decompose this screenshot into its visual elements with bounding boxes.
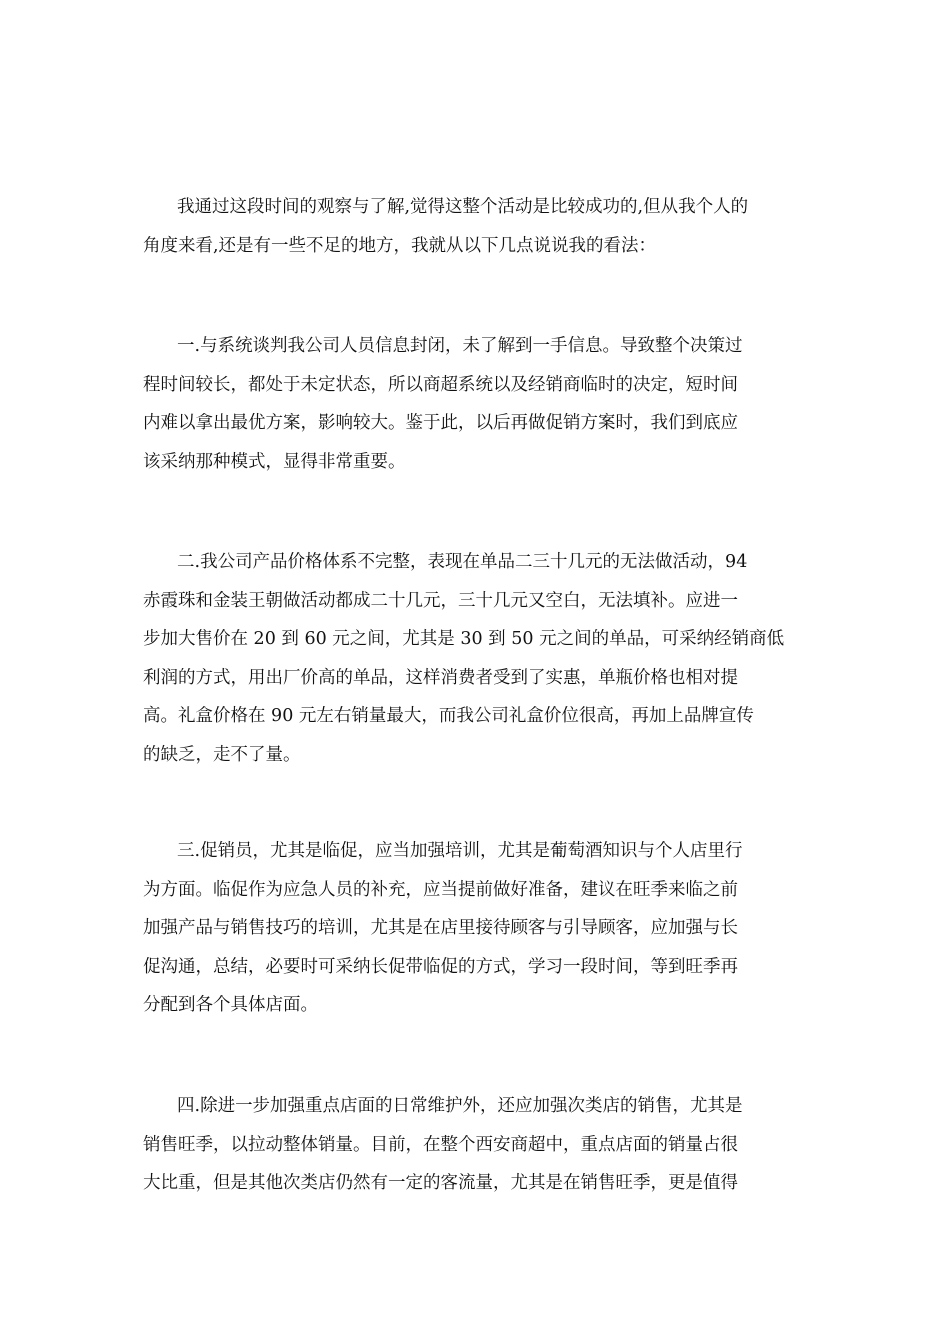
text-line: 二.我公司产品价格体系不完整，表现在单品二三十几元的无法做活动，94 — [177, 552, 748, 572]
paragraph-intro — [143, 188, 808, 265]
text-line: 的缺乏，走不了量。 — [143, 744, 301, 765]
paragraph-point-4 — [143, 1087, 808, 1203]
text-line: 三.促销员，尤其是临促，应当加强培训，尤其是葡萄酒知识与个人店里行 — [177, 841, 743, 861]
text-line: 程时间较长，都处于未定状态，所以商超系统以及经销商临时的决定，短时间 — [143, 374, 738, 395]
text-line: 一.与系统谈判我公司人员信息封闭，未了解到一手信息。导致整个决策过 — [177, 336, 743, 356]
text-line: 角度来看,还是有一些不足的地方，我就从以下几点说说我的看法： — [143, 235, 657, 256]
paragraph-point-3 — [143, 832, 808, 1025]
text-line: 步加大售价在 20 到 60 元之间，尤其是 30 到 50 元之间的单品，可采纳经销商低 — [143, 629, 785, 650]
text-line: 大比重，但是其他次类店仍然有一定的客流量，尤其是在销售旺季，更是值得 — [143, 1173, 738, 1194]
paragraph-point-1 — [143, 327, 808, 481]
text-line: 为方面。临促作为应急人员的补充，应当提前做好准备，建议在旺季来临之前 — [143, 879, 738, 900]
text-line: 销售旺季，以拉动整体销量。目前，在整个西安商超中，重点店面的销量占很 — [143, 1134, 738, 1155]
text-line: 促沟通，总结，必要时可采纳长促带临促的方式，学习一段时间，等到旺季再 — [143, 956, 738, 977]
text-line: 加强产品与销售技巧的培训，尤其是在店里接待顾客与引导顾客，应加强与长 — [143, 918, 738, 939]
text-line: 内难以拿出最优方案，影响较大。鉴于此，以后再做促销方案时，我们到底应 — [143, 413, 738, 434]
text-line: 该采纳那种模式，显得非常重要。 — [143, 451, 406, 472]
text-line: 分配到各个具体店面。 — [143, 995, 318, 1016]
text-line: 赤霞珠和金装王朝做活动都成二十几元，三十几元又空白，无法填补。应进一 — [143, 590, 738, 611]
text-line: 四.除进一步加强重点店面的日常维护外，还应加强次类店的销售，尤其是 — [177, 1096, 743, 1116]
text-line: 利润的方式，用出厂价高的单品，这样消费者受到了实惠，单瓶价格也相对提 — [143, 667, 738, 688]
text-line: 高。礼盒价格在 90 元左右销量最大，而我公司礼盒价位很高，再加上品牌宣传 — [143, 706, 754, 727]
text-line: 我通过这段时间的观察与了解,觉得这整个活动是比较成功的,但从我个人的 — [177, 197, 749, 217]
paragraph-point-2 — [143, 543, 808, 775]
